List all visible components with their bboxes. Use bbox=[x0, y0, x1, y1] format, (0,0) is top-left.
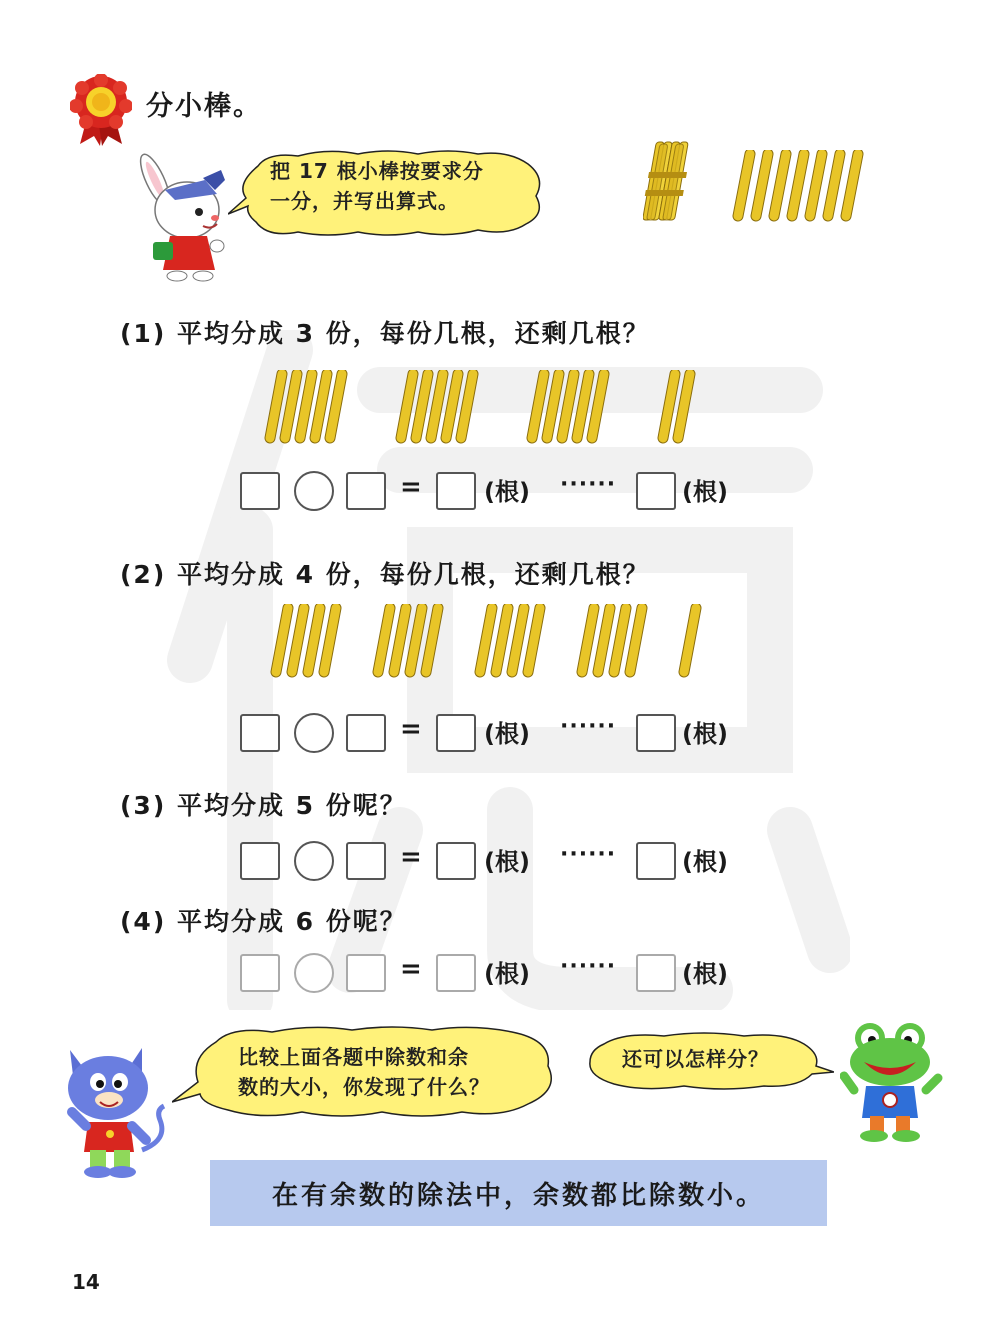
operator-circle[interactable] bbox=[294, 471, 334, 511]
stick bbox=[582, 608, 594, 672]
stick-group bbox=[276, 608, 336, 672]
sticks-group-q2 bbox=[268, 604, 748, 678]
question-3-label: (3) 平均分成 5 份呢？ bbox=[120, 791, 407, 820]
stick-group bbox=[480, 608, 540, 672]
stick bbox=[663, 374, 675, 438]
stick bbox=[630, 608, 642, 672]
stick bbox=[532, 374, 544, 438]
stick bbox=[547, 374, 559, 438]
stick bbox=[324, 608, 336, 672]
question-4-label: (4) 平均分成 6 份呢？ bbox=[120, 907, 407, 936]
stick bbox=[270, 374, 282, 438]
remainder-dots: ······ bbox=[560, 842, 617, 867]
stick bbox=[598, 608, 610, 672]
equals-sign: = bbox=[400, 714, 422, 744]
stick bbox=[756, 154, 768, 216]
equals-sign: = bbox=[400, 842, 422, 872]
remainder-dots: ······ bbox=[560, 714, 617, 739]
unit-label: (根) bbox=[682, 720, 728, 748]
equals-sign: = bbox=[400, 472, 422, 502]
dividend-box[interactable] bbox=[240, 714, 280, 752]
bunny-bubble-line1: 把 17 根小棒按要求分 bbox=[270, 159, 484, 183]
stick bbox=[592, 374, 604, 438]
unit-label: (根) bbox=[484, 960, 530, 988]
stick bbox=[614, 608, 626, 672]
stick bbox=[446, 374, 458, 438]
stick bbox=[512, 608, 524, 672]
dividend-box[interactable] bbox=[240, 472, 280, 510]
stick bbox=[577, 374, 589, 438]
quotient-box[interactable] bbox=[436, 842, 476, 880]
unit-label: (根) bbox=[682, 478, 728, 506]
equals-sign: = bbox=[400, 954, 422, 984]
stick bbox=[394, 608, 406, 672]
stick bbox=[792, 154, 804, 216]
operator-circle[interactable] bbox=[294, 841, 334, 881]
cat-bubble-line1: 比较上面各题中除数和余 bbox=[238, 1045, 469, 1069]
stick bbox=[678, 374, 690, 438]
remainder-box[interactable] bbox=[636, 954, 676, 992]
stick bbox=[276, 608, 288, 672]
unit-label: (根) bbox=[484, 848, 530, 876]
conclusion-text: 在有余数的除法中，余数都比除数小。 bbox=[271, 1180, 765, 1211]
sticks-group-q1 bbox=[262, 370, 752, 444]
operator-circle[interactable] bbox=[294, 953, 334, 993]
dividend-box[interactable] bbox=[240, 842, 280, 880]
stick bbox=[738, 154, 750, 216]
page-number: 14 bbox=[72, 1270, 100, 1294]
stick-group bbox=[738, 154, 858, 216]
stick bbox=[431, 374, 443, 438]
stick-group bbox=[663, 374, 690, 438]
frog-bubble-text: 还可以怎样分？ bbox=[622, 1047, 769, 1071]
stick bbox=[410, 608, 422, 672]
stick bbox=[426, 608, 438, 672]
remainder-box[interactable] bbox=[636, 714, 676, 752]
question-2-label: (2) 平均分成 4 份，每份几根，还剩几根？ bbox=[120, 560, 650, 589]
stick bbox=[292, 608, 304, 672]
question-1-label: (1) 平均分成 3 份，每份几根，还剩几根？ bbox=[120, 319, 650, 348]
stick bbox=[378, 608, 390, 672]
stick bbox=[774, 154, 786, 216]
stick-drawing bbox=[730, 150, 875, 222]
quotient-box[interactable] bbox=[436, 472, 476, 510]
quotient-box[interactable] bbox=[436, 714, 476, 752]
stick-drawing bbox=[262, 370, 752, 444]
stick bbox=[401, 374, 413, 438]
stick bbox=[684, 608, 696, 672]
divisor-box[interactable] bbox=[346, 842, 386, 880]
page-title: 分小棒。 bbox=[146, 91, 262, 122]
stick-bundle bbox=[643, 138, 703, 224]
stick bbox=[315, 374, 327, 438]
remainder-dots: ······ bbox=[560, 472, 617, 497]
cat-character bbox=[60, 1040, 175, 1180]
stick bbox=[810, 154, 822, 216]
remainder-dots: ······ bbox=[560, 954, 617, 979]
stick bbox=[461, 374, 473, 438]
remainder-box[interactable] bbox=[636, 842, 676, 880]
stick bbox=[330, 374, 342, 438]
remainder-box[interactable] bbox=[636, 472, 676, 510]
bunny-bubble-line2: 一分，并写出算式。 bbox=[270, 189, 459, 213]
stick bbox=[416, 374, 428, 438]
conclusion-box bbox=[210, 1160, 827, 1226]
cat-bubble-line2: 数的大小，你发现了什么？ bbox=[238, 1075, 490, 1099]
stick-group bbox=[378, 608, 438, 672]
divisor-box[interactable] bbox=[346, 714, 386, 752]
stick bbox=[528, 608, 540, 672]
stick-group bbox=[532, 374, 604, 438]
stick bbox=[480, 608, 492, 672]
frog-character bbox=[840, 1020, 945, 1145]
stick-group bbox=[401, 374, 473, 438]
stick bbox=[846, 154, 858, 216]
dividend-box[interactable] bbox=[240, 954, 280, 992]
divisor-box[interactable] bbox=[346, 954, 386, 992]
unit-label: (根) bbox=[484, 720, 530, 748]
stick-group bbox=[582, 608, 642, 672]
stick bbox=[828, 154, 840, 216]
unit-label: (根) bbox=[682, 848, 728, 876]
unit-label: (根) bbox=[682, 960, 728, 988]
divisor-box[interactable] bbox=[346, 472, 386, 510]
operator-circle[interactable] bbox=[294, 713, 334, 753]
stick-drawing bbox=[268, 604, 748, 678]
stick bbox=[496, 608, 508, 672]
stick bbox=[308, 608, 320, 672]
stick bbox=[300, 374, 312, 438]
medal-icon bbox=[70, 74, 132, 146]
quotient-box[interactable] bbox=[436, 954, 476, 992]
stick bbox=[562, 374, 574, 438]
stick bbox=[285, 374, 297, 438]
unit-label: (根) bbox=[484, 478, 530, 506]
bunny-character bbox=[125, 150, 235, 285]
stick-group bbox=[684, 608, 696, 672]
stick-group bbox=[270, 374, 342, 438]
loose-sticks-top bbox=[730, 150, 875, 222]
